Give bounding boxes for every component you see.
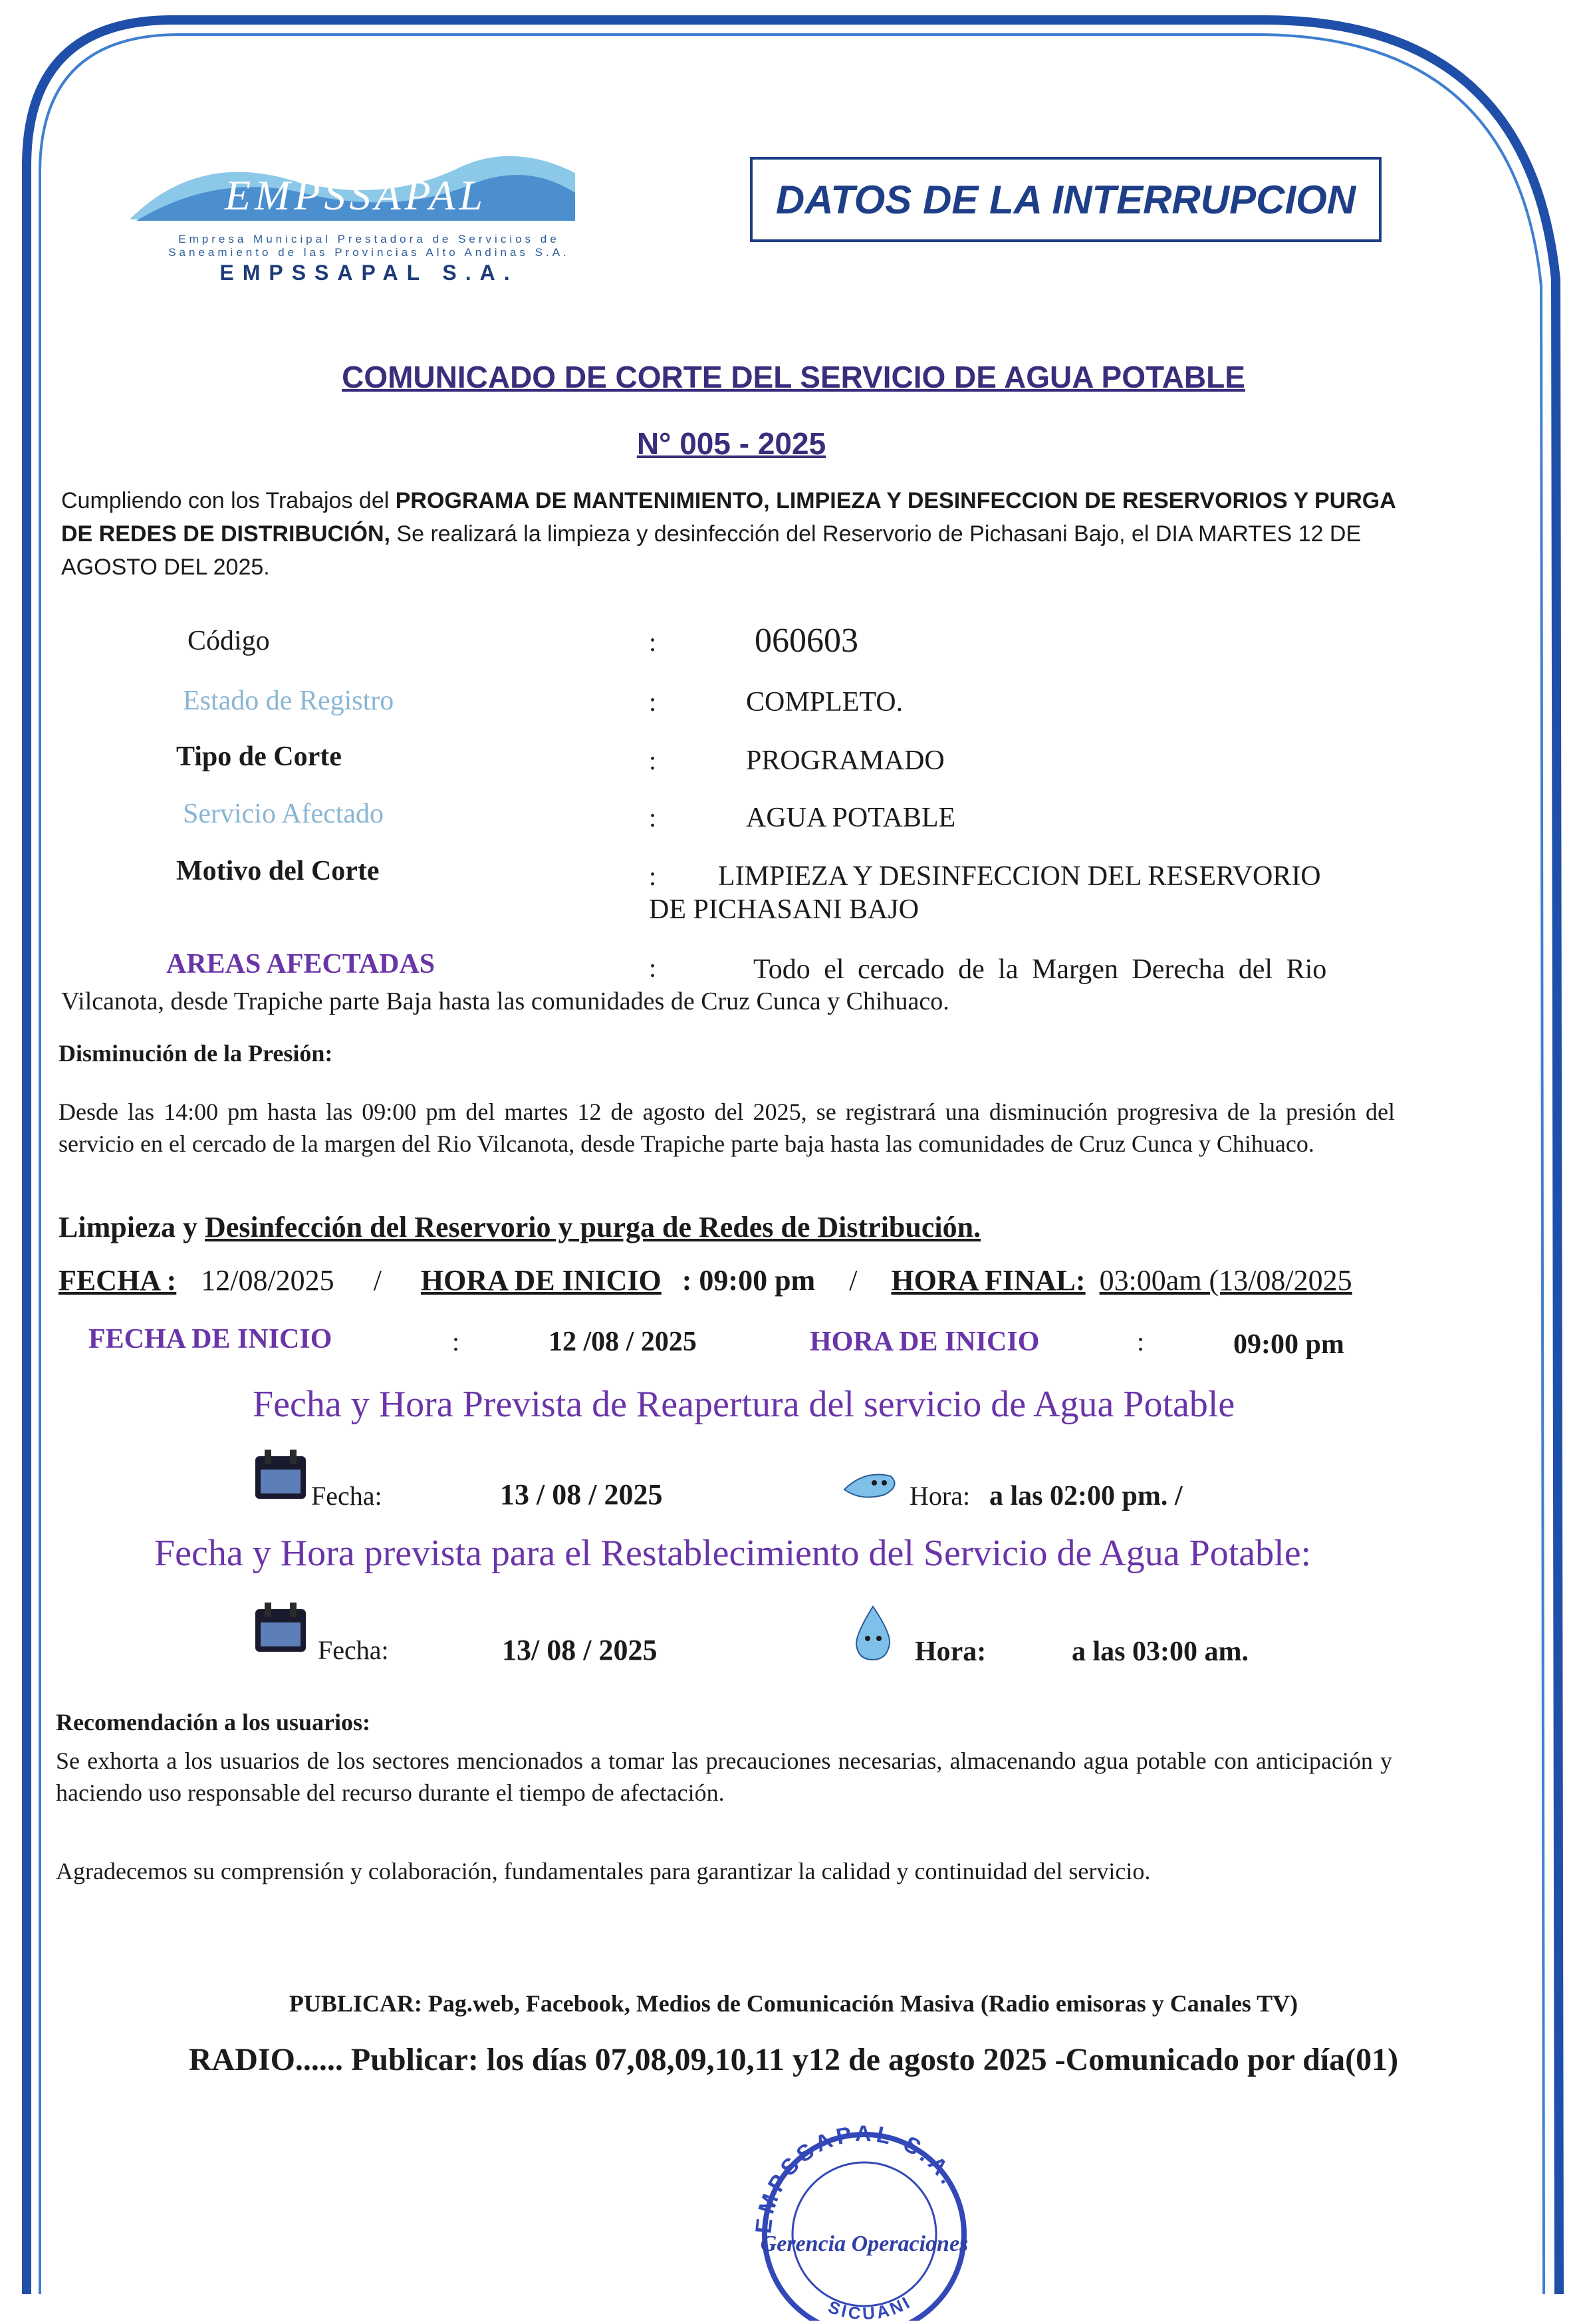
fecha-value: 12/08/2025 [201,1264,334,1297]
reapertura-hora-label: Hora: [910,1481,971,1511]
header-box [750,157,1382,242]
intro-bold: PROGRAMA DE MANTENIMIENTO, LIMPIEZA Y DESINFECCION DE RESERVORIOS Y PURGA DE REDES DE DISTRIBUCIÓN, [61,488,1396,547]
document-number: N° 005 - 2025 [636,426,826,461]
limpieza-prefix: Limpieza y [59,1211,205,1243]
restablecimiento-fecha-value: 13/ 08 / 2025 [502,1634,658,1666]
svg-text:EMPSSAPAL S.A. [751,2121,962,2235]
estado-value: COMPLETO. [746,687,904,717]
inicio-hora-label: HORA DE INICIO [810,1327,1040,1357]
colon: : [649,745,657,775]
colon: : [649,803,657,833]
colon: : [1137,1327,1145,1356]
inicio-fecha-value: 12 /08 / 2025 [549,1327,697,1357]
logo-line-2: Saneamiento de las Provincias Alto Andinas S.A. [168,246,570,259]
company-logo [116,146,595,286]
tipo-value: PROGRAMADO [746,745,945,776]
pressure-heading: Disminución de la Presión: [59,1040,333,1067]
hora-final-label: HORA FINAL: [891,1264,1086,1297]
intro-part1: Cumpliendo con los Trabajos del [61,488,390,513]
intro-part2: Se realizará la limpieza y desinfección del Reservorio de Pichasani Bajo, el DIA MARTES 12 DE AGOSTO DEL 2025. [61,521,1362,580]
logo-line-3: EMPSSAPAL S.A. [219,261,519,285]
schedule-row [59,1263,1395,1297]
servicio-value: AGUA POTABLE [746,803,956,833]
calendar-icon [251,1450,311,1503]
document-title: COMUNICADO DE CORTE DEL SERVICIO DE AGUA POTABLE [342,360,1245,394]
inicio-hora-value: 09:00 pm [1233,1329,1344,1360]
colon: : [649,861,657,891]
svg-text:SICUANI [826,2291,916,2321]
areas-value-2: Vilcanota, desde Trapiche parte Baja hasta las comunidades de Cruz Cunca y Chihuaco. [61,987,949,1015]
svg-text:EMPSSAPAL: EMPSSAPAL [224,172,487,219]
seal-graphic [745,2121,984,2321]
fecha-label: FECHA : [59,1264,177,1297]
hora-final-value: 03:00am (13/08/2025 [1099,1264,1352,1297]
logo-line-1: Empresa Municipal Prestadora de Servicios de [178,233,560,245]
motivo-label: Motivo del Corte [176,856,380,886]
calendar-icon [251,1603,311,1656]
colon: : [649,687,657,717]
logo-wave-graphic [116,146,595,233]
limpieza-underlined: Desinfección del Reservorio y purga de Redes de Distribución. [204,1211,981,1243]
areas-label: AREAS AFECTADAS [166,949,435,979]
hora-inicio-value: : 09:00 pm [681,1264,816,1297]
water-drop-icon [850,1604,896,1664]
estado-label: Estado de Registro [183,686,394,716]
hora-inicio-label: HORA DE INICIO [420,1264,662,1297]
motivo-value-1: LIMPIEZA Y DESINFECCION DEL RESERVORIO [718,861,1321,892]
reapertura-fecha-value: 13 / 08 / 2025 [500,1478,663,1511]
colon: : [649,627,657,657]
seal-ring-text: EMPSSAPAL S.A. [751,2121,963,2235]
intro-paragraph [61,484,1398,584]
publicar-line: PUBLICAR: Pag.web, Facebook, Medios de Comunicación Masiva (Radio emisoras y Canales TV) [289,1990,1298,2017]
separator: / [849,1264,858,1297]
colon: : [452,1327,460,1356]
radio-line: RADIO...... Publicar: los días 07,08,09,10,11 y12 de agosto 2025 -Comunicado por día(01) [188,2042,1399,2077]
separator: / [373,1264,382,1297]
areas-value-1: Todo el cercado de la Margen Derecha del Rio [753,954,1327,985]
inicio-fecha-label: FECHA DE INICIO [88,1324,332,1355]
seal-bottom-text: SICUANI [825,2291,916,2321]
water-drop-icon [838,1463,904,1503]
servicio-label: Servicio Afectado [183,799,384,829]
restablecimiento-hora-value: a las 03:00 am. [1072,1636,1249,1667]
restablecimiento-hora-label: Hora: [915,1636,987,1667]
reapertura-heading: Fecha y Hora Prevista de Reapertura del servicio de Agua Potable [253,1384,1235,1425]
colon: : [649,953,657,983]
pressure-text: Desde las 14:00 pm hasta las 09:00 pm del martes 12 de agosto del 2025, se registrará una disminución progresiva de la presión del servicio en el cercado de la margen del Rio Vilcanota, desde Trapiche parte baja hasta las comunidades de Cruz Cunca y Chihuaco. [59,1098,1395,1157]
agradecimiento-text: Agradecemos su comprensión y colaboración, fundamentales para garantizar la calidad y continuidad del servicio. [56,1858,1151,1884]
tipo-label: Tipo de Corte [176,741,342,772]
seal-signature: Gerencia Operaciones [760,2232,969,2256]
motivo-value-2: DE PICHASANI BAJO [649,894,919,925]
limpieza-heading [59,1212,1395,1243]
restablecimiento-fecha-label: Fecha: [318,1635,389,1665]
codigo-label: Código [187,626,270,656]
reapertura-fecha-label: Fecha: [311,1481,382,1511]
company-seal [745,2121,984,2321]
codigo-value: 060603 [755,622,858,660]
header-box-title: DATOS DE LA INTERRUPCION [775,177,1356,222]
reapertura-hora-value: a las 02:00 pm. / [989,1481,1183,1511]
recomendacion-text: Se exhorta a los usuarios de los sectores mencionados a tomar las precauciones necesarias, almacenando agua potable con anticipación y haciendo uso responsable del recurso durante el tiempo de afectación. [56,1747,1392,1806]
restablecimiento-heading: Fecha y Hora prevista para el Restablecimiento del Servicio de Agua Potable: [154,1533,1312,1574]
recomendacion-heading: Recomendación a los usuarios: [56,1709,371,1736]
